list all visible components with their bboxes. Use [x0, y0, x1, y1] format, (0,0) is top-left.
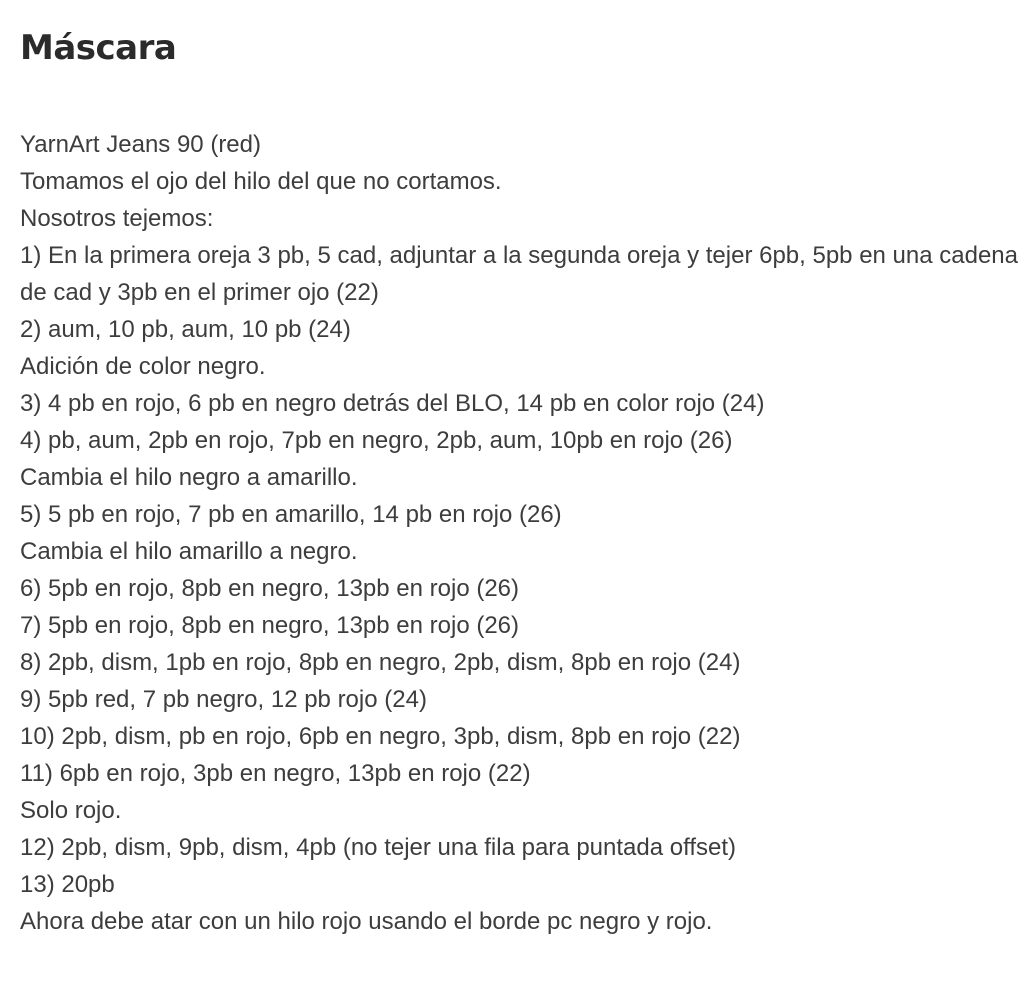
pattern-instructions: [20, 126, 1032, 940]
instruction-line: 12) 2pb, dism, 9pb, dism, 4pb (no tejer una fila para puntada offset): [20, 834, 736, 861]
instruction-line: Ahora debe atar con un hilo rojo usando el borde pc negro y rojo.: [20, 908, 713, 935]
instruction-line: 9) 5pb red, 7 pb negro, 12 pb rojo (24): [20, 686, 427, 713]
instruction-line: 1) En la primera oreja 3 pb, 5 cad, adjuntar a la segunda oreja y tejer 6pb, 5pb en una cadena de cad y 3pb en el primer ojo (22): [20, 242, 1019, 306]
instruction-line: 7) 5pb en rojo, 8pb en negro, 13pb en rojo (26): [20, 612, 520, 639]
instruction-line: 3) 4 pb en rojo, 6 pb en negro detrás del BLO, 14 pb en color rojo (24): [20, 390, 765, 417]
instruction-line: Cambia el hilo amarillo a negro.: [20, 538, 358, 565]
instruction-line: 5) 5 pb en rojo, 7 pb en amarillo, 14 pb en rojo (26): [20, 501, 562, 528]
instruction-line: 11) 6pb en rojo, 3pb en negro, 13pb en rojo (22): [20, 760, 531, 787]
instruction-line: 6) 5pb en rojo, 8pb en negro, 13pb en rojo (26): [20, 575, 520, 602]
instruction-line: 10) 2pb, dism, pb en rojo, 6pb en negro, 3pb, dism, 8pb en rojo (22): [20, 723, 741, 750]
instruction-line: YarnArt Jeans 90 (red): [20, 131, 261, 158]
instruction-line: 13) 20pb: [20, 871, 115, 898]
page-title: Máscara: [20, 28, 177, 68]
instruction-line: 8) 2pb, dism, 1pb en rojo, 8pb en negro, 2pb, dism, 8pb en rojo (24): [20, 649, 741, 676]
instruction-line: Solo rojo.: [20, 797, 122, 824]
instruction-line: Nosotros tejemos:: [20, 205, 214, 232]
instruction-line: Tomamos el ojo del hilo del que no cortamos.: [20, 168, 502, 195]
instruction-line: 2) aum, 10 pb, aum, 10 pb (24): [20, 316, 351, 343]
instruction-line: Adición de color negro.: [20, 353, 266, 380]
instruction-line: 4) pb, aum, 2pb en rojo, 7pb en negro, 2pb, aum, 10pb en rojo (26): [20, 427, 733, 454]
instruction-line: Cambia el hilo negro a amarillo.: [20, 464, 358, 491]
